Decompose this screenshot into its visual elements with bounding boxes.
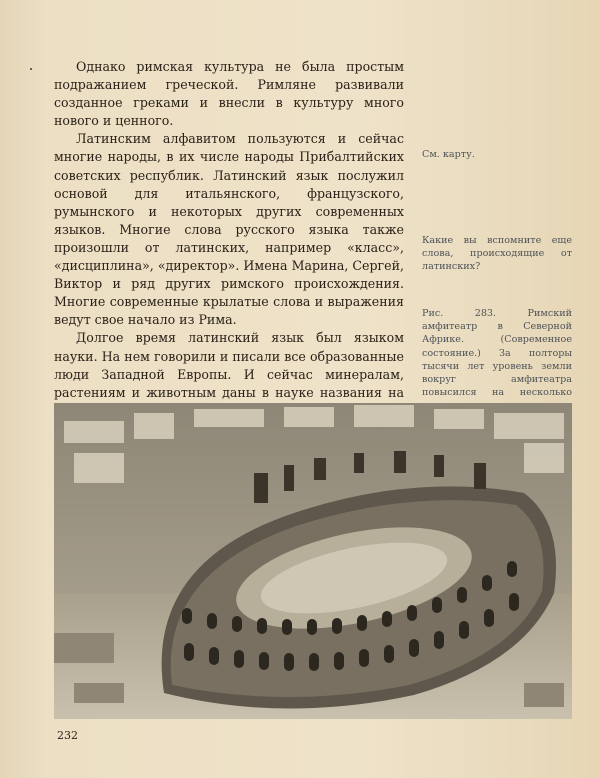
margin-note-question: Какие вы вспомните еще слова, происходящие от латинских? bbox=[422, 235, 572, 273]
paragraph-latin-science: Долгое время латинский язык был языком науки. На нем говорили и писали все образованные люди Западной Европы. И сейчас минералам, растениям и животным даны в науке названия на bbox=[54, 330, 404, 400]
margin-note-map-reference: См. карту. bbox=[422, 149, 475, 160]
main-text-column bbox=[54, 58, 404, 456]
page-number: 232 bbox=[57, 729, 78, 742]
figure-caption: Рис. 283. Римский амфитеатр в Северной Африке. (Современное состояние.) За полторы тысячи лет уровень земли вокруг амфитеатра повысился на несколько bbox=[422, 308, 572, 399]
print-speck bbox=[30, 68, 32, 70]
paragraph-roman-culture: Однако римская культура не была простым подражанием греческой. Римляне развивали созданное греками и внесли в культуру много нового и ценного. bbox=[54, 59, 404, 129]
amphitheater-photo bbox=[54, 403, 572, 719]
paragraph-latin-alphabet: Латинским алфавитом пользуются и сейчас многие народы, в их числе народы Прибалтийских советских республик. Латинский язык послужил основой для итальянского, французского, румынского и некоторых других современных языков. Многие слова русского языка также произошли от латинских, например «класс», «дисциплина», «директор». Имена Марина, Сергей, Виктор и ряд других римского происхождения. Многие современные крылатые слова и выражения ведут свое начало из Рима. bbox=[54, 131, 404, 328]
